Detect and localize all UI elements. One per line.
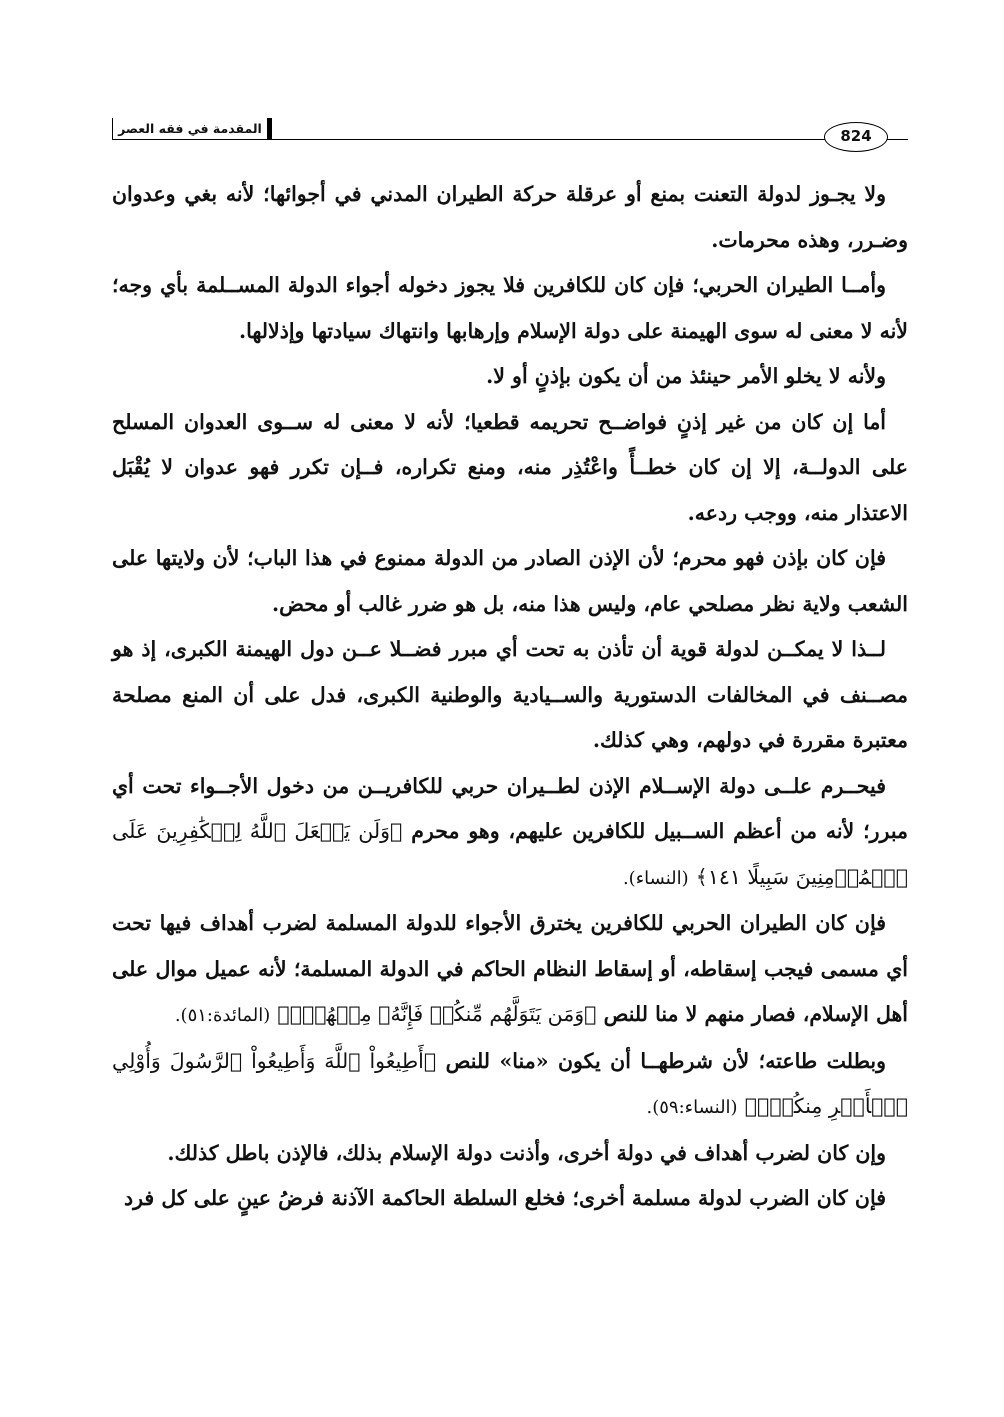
page-body bbox=[112, 172, 908, 1222]
paragraph-permission-question bbox=[112, 354, 908, 400]
quran-verse: ﴿أَطِيعُواْ ٱللَّهَ وَأَطِيعُواْ ٱلرَّسُولَ وَأُوْلِي ٱلۡأَمۡرِ مِنكُمۡۖ﴾ bbox=[112, 1048, 908, 1118]
paragraph-other-state bbox=[112, 1131, 908, 1177]
page-number: 824 bbox=[824, 122, 888, 152]
paragraph-military-aviation bbox=[112, 263, 908, 354]
verse-reference: (النساء). bbox=[622, 867, 689, 889]
paragraph-text: ولا يجـوز لدولة التعنت بمنع أو عرقلة حركة الطيران المدني في أجوائها؛ لأنه بغي وعدوان وضـرر، وهذه محرمات. bbox=[112, 182, 908, 252]
paragraph-text: فيحــرم علــى دولة الإســلام الإذن لطــيران حربي للكافريــن من دخول الأجــواء تحت أي مبرر؛ لأنه من أعظم الســبيل للكافرين عليهم، وهو محرم bbox=[112, 773, 909, 843]
verse-reference: (المائدة:٥١). bbox=[174, 1005, 271, 1026]
quran-verse: ﴿وَلَن يَجۡعَلَ ٱللَّهُ لِلۡكَٰفِرِينَ عَلَى ٱلۡمُؤۡمِنِينَ سَبِيلًا ١٤١﴾ bbox=[112, 819, 908, 889]
book-title: المقدمة في فقه العصر bbox=[112, 118, 272, 139]
paragraph-with-permission bbox=[112, 536, 908, 627]
paragraph-text: فإن كان الطيران الحربي للكافرين يخترق الأجواء للدولة المسلمة لضرب أهداف فيها تحت أي مسمى فيجب إسقاطه، أو إسقاط النظام الحاكم في الدولة المسلمة؛ لأنه عميل موال على أهل الإسلام، فصار منهم لا منا للنص bbox=[112, 911, 908, 1026]
paragraph-obedience-void bbox=[112, 1039, 908, 1131]
paragraph-text: ولأنه لا يخلو الأمر حينئذ من أن يكون بإذنٍ أو لا. bbox=[486, 364, 886, 388]
paragraph-strong-states bbox=[112, 627, 908, 764]
quran-verse: ﴿وَمَن يَتَوَلَّهُم مِّنكُمۡ فَإِنَّهُۥ مِنۡهُمۡۗ﴾ bbox=[277, 1002, 597, 1026]
paragraph-text: وأمــا الطيران الحربي؛ فإن كان للكافرين فلا يجوز دخوله أجواء الدولة المســلمة بأي وجه؛ لأنه لا معنى له سوى الهيمنة على دولة الإسلام وإرهابها وانتهاك سيادتها وإذلالها. bbox=[112, 273, 908, 343]
header-rule bbox=[112, 139, 908, 140]
paragraph-text: فإن كان بإذن فهو محرم؛ لأن الإذن الصادر من الدولة ممنوع في هذا الباب؛ لأن ولايتها على الشعب ولاية نظر مصلحي عام، وليس هذا منه، بل هو ضرر غالب أو محض. bbox=[112, 546, 908, 616]
page-header bbox=[112, 112, 908, 152]
paragraph-text: لــذا لا يمكــن لدولة قوية أن تأذن به تحت أي مبرر فضــلا عــن دول الهيمنة الكبرى، إذ هو مصــنف في المخالفات الدستورية والســيادية والوطنية الكبرى، فدل على أن المنع مصلحة معتبرة مقررة في دولهم، وهي كذلك. bbox=[112, 637, 908, 752]
paragraph-without-permission bbox=[112, 400, 908, 537]
paragraph-text: وبطلت طاعته؛ لأن شرطهــا أن يكون «منا» للنص bbox=[445, 1048, 886, 1073]
paragraph-text: فإن كان الضرب لدولة مسلمة أخرى؛ فخلع السلطة الحاكمة الآذنة فرضُ عينٍ على كل فرد bbox=[123, 1186, 886, 1210]
paragraph-text: وإن كان لضرب أهداف في دولة أخرى، وأذنت دولة الإسلام بذلك، فالإذن باطل كذلك. bbox=[167, 1140, 886, 1165]
paragraph-muslim-state bbox=[112, 1176, 908, 1222]
paragraph-text: أما إن كان من غير إذنٍ فواضــح تحريمه قطعيا؛ لأنه لا معنى له ســوى العدوان المسلح على الدولــة، إلا إن كان خطــأً واعْتُذِر منه، ومنع تكراره، فــإن تكرر فهو عدوان لا يُقْبَل الاعتذار منه، ووجب ردعه. bbox=[112, 409, 909, 525]
verse-reference: (النساء:٥٩). bbox=[646, 1097, 738, 1118]
paragraph-airspace-breach bbox=[112, 901, 908, 1039]
paragraph-civil-aviation bbox=[112, 172, 908, 263]
paragraph-prohibition bbox=[112, 764, 908, 902]
